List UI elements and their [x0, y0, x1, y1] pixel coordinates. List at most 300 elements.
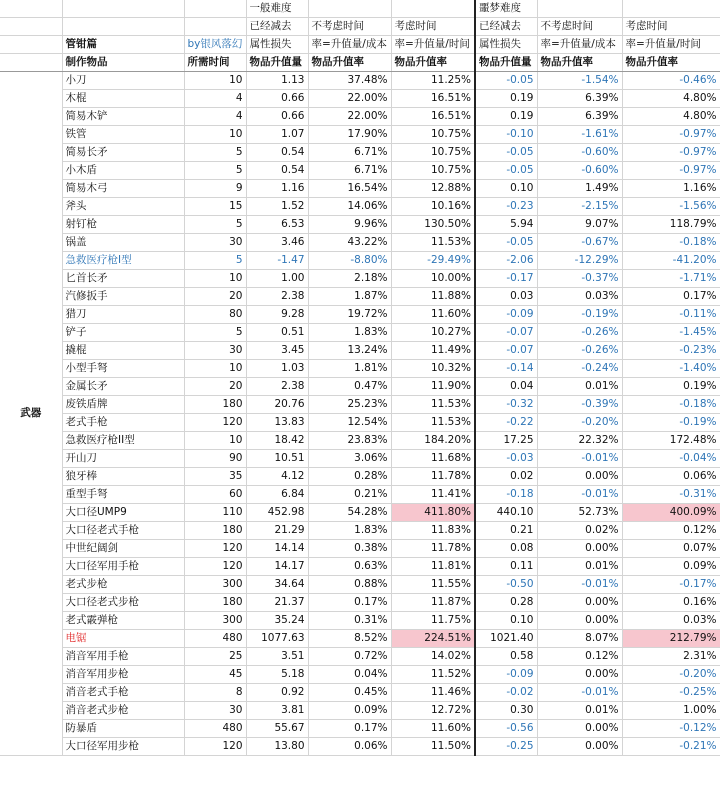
nightmare-gain-cell[interactable]: 0.19 — [475, 90, 537, 108]
item-name-cell[interactable]: 铁管 — [62, 126, 184, 144]
normal-rate-cost-cell[interactable]: 1.87% — [308, 288, 391, 306]
time-cell[interactable]: 10 — [184, 270, 246, 288]
normal-rate-time-cell[interactable]: 11.41% — [391, 486, 475, 504]
item-name-cell[interactable]: 消音老式步枪 — [62, 702, 184, 720]
time-cell[interactable]: 5 — [184, 252, 246, 270]
normal-rate-cost-cell[interactable]: 13.24% — [308, 342, 391, 360]
time-cell[interactable]: 5 — [184, 216, 246, 234]
normal-rate-time-cell[interactable]: 10.75% — [391, 162, 475, 180]
nightmare-rate-time-cell[interactable]: -0.04% — [622, 450, 720, 468]
nightmare-rate-time-cell[interactable]: -1.40% — [622, 360, 720, 378]
nightmare-rate-cost-cell[interactable]: 0.03% — [537, 288, 622, 306]
normal-gain-cell[interactable]: 1.16 — [246, 180, 308, 198]
normal-gain-cell[interactable]: 2.38 — [246, 378, 308, 396]
normal-gain-cell[interactable]: 0.92 — [246, 684, 308, 702]
item-name-cell[interactable]: 汽修扳手 — [62, 288, 184, 306]
time-cell[interactable]: 120 — [184, 540, 246, 558]
normal-rate-time-cell[interactable]: 11.60% — [391, 720, 475, 738]
nightmare-rate-time-cell[interactable]: -0.18% — [622, 396, 720, 414]
item-name-cell[interactable]: 猎刀 — [62, 306, 184, 324]
nightmare-rate-time-cell[interactable]: -0.20% — [622, 666, 720, 684]
time-cell[interactable]: 180 — [184, 522, 246, 540]
normal-rate-cost-cell[interactable]: 8.52% — [308, 630, 391, 648]
normal-gain-cell[interactable]: 9.28 — [246, 306, 308, 324]
column-header-nightmare-rate-time[interactable]: 物品升值率 — [622, 54, 720, 72]
nightmare-rate-cost-cell[interactable]: -0.24% — [537, 360, 622, 378]
normal-rate-cost-cell[interactable]: 0.21% — [308, 486, 391, 504]
normal-gain-cell[interactable]: 452.98 — [246, 504, 308, 522]
item-name-cell[interactable]: 大口径老式手枪 — [62, 522, 184, 540]
normal-gain-cell[interactable]: 35.24 — [246, 612, 308, 630]
time-cell[interactable]: 25 — [184, 648, 246, 666]
nightmare-rate-time-cell[interactable]: -0.46% — [622, 72, 720, 90]
nightmare-rate-time-cell[interactable]: 212.79% — [622, 630, 720, 648]
nightmare-gain-cell[interactable]: -0.25 — [475, 738, 537, 756]
normal-rate-cost-cell[interactable]: 0.17% — [308, 594, 391, 612]
nightmare-gain-cell[interactable]: -0.07 — [475, 324, 537, 342]
time-cell[interactable]: 15 — [184, 198, 246, 216]
item-name-cell[interactable]: 消音军用步枪 — [62, 666, 184, 684]
item-name-cell[interactable]: 铲子 — [62, 324, 184, 342]
nightmare-rate-time-cell[interactable]: 0.17% — [622, 288, 720, 306]
header-cell[interactable]: 已经减去 — [246, 18, 308, 36]
nightmare-rate-time-cell[interactable]: 118.79% — [622, 216, 720, 234]
normal-rate-time-cell[interactable]: 11.78% — [391, 540, 475, 558]
nightmare-rate-cost-cell[interactable]: -0.01% — [537, 576, 622, 594]
sheet-title[interactable]: 管钳篇 — [62, 36, 184, 54]
time-cell[interactable]: 5 — [184, 144, 246, 162]
normal-rate-cost-cell[interactable]: 19.72% — [308, 306, 391, 324]
time-cell[interactable]: 300 — [184, 576, 246, 594]
header-cell[interactable]: 率=升值量/成本 — [308, 36, 391, 54]
normal-rate-time-cell[interactable]: 11.81% — [391, 558, 475, 576]
nightmare-gain-cell[interactable]: 0.58 — [475, 648, 537, 666]
normal-rate-time-cell[interactable]: 10.32% — [391, 360, 475, 378]
nightmare-gain-cell[interactable]: 0.30 — [475, 702, 537, 720]
nightmare-gain-cell[interactable]: -0.32 — [475, 396, 537, 414]
normal-rate-cost-cell[interactable]: 1.83% — [308, 522, 391, 540]
time-cell[interactable]: 10 — [184, 432, 246, 450]
nightmare-gain-cell[interactable]: -0.14 — [475, 360, 537, 378]
normal-gain-cell[interactable]: -1.47 — [246, 252, 308, 270]
normal-rate-time-cell[interactable]: 11.55% — [391, 576, 475, 594]
normal-rate-time-cell[interactable]: 12.88% — [391, 180, 475, 198]
nightmare-gain-cell[interactable]: -0.02 — [475, 684, 537, 702]
item-name-cell[interactable]: 老式手枪 — [62, 414, 184, 432]
nightmare-rate-time-cell[interactable]: -0.19% — [622, 414, 720, 432]
item-name-cell[interactable]: 急救医疗枪I型 — [62, 252, 184, 270]
column-header-normal-rate-cost[interactable]: 物品升值率 — [308, 54, 391, 72]
item-name-cell[interactable]: 大口径老式步枪 — [62, 594, 184, 612]
normal-rate-time-cell[interactable]: 10.75% — [391, 144, 475, 162]
nightmare-rate-time-cell[interactable]: -0.11% — [622, 306, 720, 324]
item-name-cell[interactable]: 老式步枪 — [62, 576, 184, 594]
normal-gain-cell[interactable]: 21.29 — [246, 522, 308, 540]
item-name-cell[interactable]: 电锯 — [62, 630, 184, 648]
normal-rate-cost-cell[interactable]: 0.47% — [308, 378, 391, 396]
normal-gain-cell[interactable]: 34.64 — [246, 576, 308, 594]
nightmare-gain-cell[interactable]: 0.10 — [475, 180, 537, 198]
time-cell[interactable]: 300 — [184, 612, 246, 630]
time-cell[interactable]: 45 — [184, 666, 246, 684]
time-cell[interactable]: 120 — [184, 738, 246, 756]
nightmare-rate-cost-cell[interactable]: 0.00% — [537, 468, 622, 486]
normal-rate-time-cell[interactable]: 11.60% — [391, 306, 475, 324]
item-name-cell[interactable]: 锅盖 — [62, 234, 184, 252]
normal-rate-time-cell[interactable]: -29.49% — [391, 252, 475, 270]
nightmare-rate-cost-cell[interactable]: -0.60% — [537, 144, 622, 162]
item-name-cell[interactable]: 匕首长矛 — [62, 270, 184, 288]
item-name-cell[interactable]: 大口径UMP9 — [62, 504, 184, 522]
item-name-cell[interactable]: 小型手弩 — [62, 360, 184, 378]
nightmare-rate-cost-cell[interactable]: 0.00% — [537, 594, 622, 612]
nightmare-rate-cost-cell[interactable]: -0.60% — [537, 162, 622, 180]
item-name-cell[interactable]: 金属长矛 — [62, 378, 184, 396]
normal-rate-time-cell[interactable]: 12.72% — [391, 702, 475, 720]
normal-rate-time-cell[interactable]: 14.02% — [391, 648, 475, 666]
normal-rate-cost-cell[interactable]: 17.90% — [308, 126, 391, 144]
nightmare-rate-time-cell[interactable]: 0.16% — [622, 594, 720, 612]
nightmare-gain-cell[interactable]: -0.05 — [475, 162, 537, 180]
normal-rate-cost-cell[interactable]: 22.00% — [308, 108, 391, 126]
time-cell[interactable]: 60 — [184, 486, 246, 504]
normal-gain-cell[interactable]: 1.52 — [246, 198, 308, 216]
normal-rate-cost-cell[interactable]: 0.04% — [308, 666, 391, 684]
normal-rate-time-cell[interactable]: 10.75% — [391, 126, 475, 144]
item-name-cell[interactable]: 大口径军用手枪 — [62, 558, 184, 576]
normal-gain-cell[interactable]: 2.38 — [246, 288, 308, 306]
nightmare-rate-cost-cell[interactable]: 0.00% — [537, 720, 622, 738]
header-cell[interactable]: 已经减去 — [475, 18, 537, 36]
normal-rate-cost-cell[interactable]: 12.54% — [308, 414, 391, 432]
item-name-cell[interactable]: 狼牙棒 — [62, 468, 184, 486]
column-header-item[interactable]: 制作物品 — [62, 54, 184, 72]
normal-rate-time-cell[interactable]: 11.87% — [391, 594, 475, 612]
nightmare-gain-cell[interactable]: 0.02 — [475, 468, 537, 486]
normal-rate-cost-cell[interactable]: 1.81% — [308, 360, 391, 378]
nightmare-rate-cost-cell[interactable]: -0.01% — [537, 486, 622, 504]
normal-gain-cell[interactable]: 6.53 — [246, 216, 308, 234]
nightmare-rate-time-cell[interactable]: -0.97% — [622, 144, 720, 162]
nightmare-gain-cell[interactable]: -0.05 — [475, 234, 537, 252]
normal-rate-time-cell[interactable]: 11.53% — [391, 414, 475, 432]
normal-gain-cell[interactable]: 1077.63 — [246, 630, 308, 648]
nightmare-rate-time-cell[interactable]: -0.23% — [622, 342, 720, 360]
normal-rate-time-cell[interactable]: 11.52% — [391, 666, 475, 684]
normal-gain-cell[interactable]: 21.37 — [246, 594, 308, 612]
nightmare-gain-cell[interactable]: -0.23 — [475, 198, 537, 216]
nightmare-rate-cost-cell[interactable]: 0.01% — [537, 378, 622, 396]
normal-gain-cell[interactable]: 3.81 — [246, 702, 308, 720]
normal-gain-cell[interactable]: 0.54 — [246, 144, 308, 162]
nightmare-rate-cost-cell[interactable]: -0.26% — [537, 342, 622, 360]
normal-rate-time-cell[interactable]: 184.20% — [391, 432, 475, 450]
normal-gain-cell[interactable]: 13.83 — [246, 414, 308, 432]
nightmare-gain-cell[interactable]: 5.94 — [475, 216, 537, 234]
normal-rate-time-cell[interactable]: 16.51% — [391, 108, 475, 126]
nightmare-rate-cost-cell[interactable]: 8.07% — [537, 630, 622, 648]
normal-rate-cost-cell[interactable]: 0.31% — [308, 612, 391, 630]
time-cell[interactable]: 5 — [184, 324, 246, 342]
normal-rate-cost-cell[interactable]: 25.23% — [308, 396, 391, 414]
nightmare-rate-time-cell[interactable]: 1.00% — [622, 702, 720, 720]
item-name-cell[interactable]: 简易长矛 — [62, 144, 184, 162]
normal-rate-cost-cell[interactable]: 0.09% — [308, 702, 391, 720]
normal-gain-cell[interactable]: 14.14 — [246, 540, 308, 558]
time-cell[interactable]: 10 — [184, 360, 246, 378]
time-cell[interactable]: 180 — [184, 594, 246, 612]
time-cell[interactable]: 20 — [184, 378, 246, 396]
item-name-cell[interactable]: 防暴盾 — [62, 720, 184, 738]
normal-rate-cost-cell[interactable]: 14.06% — [308, 198, 391, 216]
normal-gain-cell[interactable]: 1.07 — [246, 126, 308, 144]
normal-rate-cost-cell[interactable]: 43.22% — [308, 234, 391, 252]
normal-gain-cell[interactable]: 4.12 — [246, 468, 308, 486]
normal-rate-cost-cell[interactable]: 0.28% — [308, 468, 391, 486]
item-name-cell[interactable]: 老式霰弹枪 — [62, 612, 184, 630]
nightmare-rate-cost-cell[interactable]: 0.00% — [537, 666, 622, 684]
nightmare-rate-cost-cell[interactable]: 22.32% — [537, 432, 622, 450]
normal-rate-cost-cell[interactable]: 0.88% — [308, 576, 391, 594]
time-cell[interactable]: 480 — [184, 630, 246, 648]
nightmare-rate-time-cell[interactable]: -0.12% — [622, 720, 720, 738]
normal-gain-cell[interactable]: 1.00 — [246, 270, 308, 288]
normal-rate-time-cell[interactable]: 11.83% — [391, 522, 475, 540]
nightmare-difficulty-label[interactable]: 噩梦难度 — [475, 0, 537, 18]
normal-gain-cell[interactable]: 3.51 — [246, 648, 308, 666]
normal-rate-cost-cell[interactable]: 0.06% — [308, 738, 391, 756]
nightmare-gain-cell[interactable]: 1021.40 — [475, 630, 537, 648]
nightmare-rate-time-cell[interactable]: -41.20% — [622, 252, 720, 270]
time-cell[interactable]: 10 — [184, 72, 246, 90]
item-name-cell[interactable]: 消音军用手枪 — [62, 648, 184, 666]
nightmare-rate-time-cell[interactable]: 400.09% — [622, 504, 720, 522]
nightmare-rate-cost-cell[interactable]: -0.39% — [537, 396, 622, 414]
header-cell[interactable]: 不考虑时间 — [537, 18, 622, 36]
normal-rate-time-cell[interactable]: 411.80% — [391, 504, 475, 522]
time-cell[interactable]: 480 — [184, 720, 246, 738]
nightmare-gain-cell[interactable]: 0.08 — [475, 540, 537, 558]
item-name-cell[interactable]: 撬棍 — [62, 342, 184, 360]
nightmare-rate-cost-cell[interactable]: 52.73% — [537, 504, 622, 522]
time-cell[interactable]: 30 — [184, 342, 246, 360]
nightmare-rate-time-cell[interactable]: -1.71% — [622, 270, 720, 288]
time-cell[interactable]: 30 — [184, 234, 246, 252]
normal-rate-time-cell[interactable]: 11.88% — [391, 288, 475, 306]
nightmare-gain-cell[interactable]: -2.06 — [475, 252, 537, 270]
nightmare-rate-cost-cell[interactable]: 0.01% — [537, 702, 622, 720]
nightmare-rate-time-cell[interactable]: 4.80% — [622, 90, 720, 108]
normal-rate-cost-cell[interactable]: 2.18% — [308, 270, 391, 288]
normal-rate-cost-cell[interactable]: -8.80% — [308, 252, 391, 270]
item-name-cell[interactable]: 斧头 — [62, 198, 184, 216]
nightmare-rate-time-cell[interactable]: -0.97% — [622, 126, 720, 144]
nightmare-rate-time-cell[interactable]: -0.18% — [622, 234, 720, 252]
nightmare-rate-cost-cell[interactable]: -0.01% — [537, 684, 622, 702]
normal-rate-cost-cell[interactable]: 54.28% — [308, 504, 391, 522]
normal-rate-time-cell[interactable]: 10.27% — [391, 324, 475, 342]
normal-rate-time-cell[interactable]: 11.46% — [391, 684, 475, 702]
normal-gain-cell[interactable]: 0.66 — [246, 90, 308, 108]
normal-rate-time-cell[interactable]: 11.75% — [391, 612, 475, 630]
header-cell[interactable]: 属性损失 — [475, 36, 537, 54]
nightmare-gain-cell[interactable]: 440.10 — [475, 504, 537, 522]
nightmare-gain-cell[interactable]: 0.28 — [475, 594, 537, 612]
nightmare-gain-cell[interactable]: -0.05 — [475, 72, 537, 90]
nightmare-rate-cost-cell[interactable]: 6.39% — [537, 108, 622, 126]
time-cell[interactable]: 35 — [184, 468, 246, 486]
normal-gain-cell[interactable]: 10.51 — [246, 450, 308, 468]
normal-rate-time-cell[interactable]: 11.90% — [391, 378, 475, 396]
time-cell[interactable]: 120 — [184, 414, 246, 432]
nightmare-gain-cell[interactable]: 0.19 — [475, 108, 537, 126]
normal-gain-cell[interactable]: 0.66 — [246, 108, 308, 126]
nightmare-gain-cell[interactable]: 0.21 — [475, 522, 537, 540]
normal-rate-time-cell[interactable]: 11.53% — [391, 396, 475, 414]
nightmare-rate-time-cell[interactable]: 172.48% — [622, 432, 720, 450]
normal-difficulty-label[interactable]: 一般难度 — [246, 0, 308, 18]
time-cell[interactable]: 120 — [184, 558, 246, 576]
item-name-cell[interactable]: 小刀 — [62, 72, 184, 90]
normal-rate-time-cell[interactable]: 224.51% — [391, 630, 475, 648]
nightmare-rate-cost-cell[interactable]: 1.49% — [537, 180, 622, 198]
nightmare-rate-cost-cell[interactable]: -0.26% — [537, 324, 622, 342]
nightmare-rate-time-cell[interactable]: 0.03% — [622, 612, 720, 630]
nightmare-rate-time-cell[interactable]: 4.80% — [622, 108, 720, 126]
nightmare-rate-time-cell[interactable]: -1.56% — [622, 198, 720, 216]
nightmare-gain-cell[interactable]: 0.10 — [475, 612, 537, 630]
nightmare-rate-time-cell[interactable]: 0.09% — [622, 558, 720, 576]
nightmare-rate-time-cell[interactable]: -0.17% — [622, 576, 720, 594]
nightmare-rate-time-cell[interactable]: 1.16% — [622, 180, 720, 198]
normal-rate-time-cell[interactable]: 130.50% — [391, 216, 475, 234]
nightmare-gain-cell[interactable]: -0.56 — [475, 720, 537, 738]
nightmare-gain-cell[interactable]: -0.22 — [475, 414, 537, 432]
item-name-cell[interactable]: 小木盾 — [62, 162, 184, 180]
normal-gain-cell[interactable]: 5.18 — [246, 666, 308, 684]
normal-rate-cost-cell[interactable]: 6.71% — [308, 144, 391, 162]
item-name-cell[interactable]: 消音老式手枪 — [62, 684, 184, 702]
nightmare-gain-cell[interactable]: -0.50 — [475, 576, 537, 594]
normal-rate-cost-cell[interactable]: 37.48% — [308, 72, 391, 90]
normal-rate-time-cell[interactable]: 11.68% — [391, 450, 475, 468]
normal-gain-cell[interactable]: 20.76 — [246, 396, 308, 414]
nightmare-rate-cost-cell[interactable]: -0.19% — [537, 306, 622, 324]
normal-gain-cell[interactable]: 18.42 — [246, 432, 308, 450]
time-cell[interactable]: 10 — [184, 126, 246, 144]
nightmare-rate-cost-cell[interactable]: 0.12% — [537, 648, 622, 666]
time-cell[interactable]: 90 — [184, 450, 246, 468]
nightmare-rate-cost-cell[interactable]: 0.00% — [537, 540, 622, 558]
nightmare-rate-time-cell[interactable]: -0.31% — [622, 486, 720, 504]
header-cell[interactable]: 率=升值量/成本 — [537, 36, 622, 54]
column-header-normal-gain[interactable]: 物品升值量 — [246, 54, 308, 72]
time-cell[interactable]: 8 — [184, 684, 246, 702]
nightmare-rate-time-cell[interactable]: -0.97% — [622, 162, 720, 180]
normal-rate-cost-cell[interactable]: 1.83% — [308, 324, 391, 342]
nightmare-rate-cost-cell[interactable]: -0.01% — [537, 450, 622, 468]
nightmare-rate-cost-cell[interactable]: -1.54% — [537, 72, 622, 90]
normal-gain-cell[interactable]: 13.80 — [246, 738, 308, 756]
nightmare-gain-cell[interactable]: -0.09 — [475, 666, 537, 684]
header-cell[interactable]: 率=升值量/时间 — [391, 36, 475, 54]
time-cell[interactable]: 4 — [184, 108, 246, 126]
nightmare-rate-cost-cell[interactable]: 6.39% — [537, 90, 622, 108]
time-cell[interactable]: 4 — [184, 90, 246, 108]
normal-gain-cell[interactable]: 0.51 — [246, 324, 308, 342]
item-name-cell[interactable]: 废铁盾牌 — [62, 396, 184, 414]
nightmare-rate-cost-cell[interactable]: -0.37% — [537, 270, 622, 288]
nightmare-gain-cell[interactable]: 0.04 — [475, 378, 537, 396]
normal-rate-cost-cell[interactable]: 23.83% — [308, 432, 391, 450]
header-cell[interactable]: 不考虑时间 — [308, 18, 391, 36]
category-cell[interactable]: 武器 — [0, 72, 62, 756]
nightmare-gain-cell[interactable]: -0.17 — [475, 270, 537, 288]
header-cell[interactable]: 属性损失 — [246, 36, 308, 54]
normal-rate-time-cell[interactable]: 11.25% — [391, 72, 475, 90]
normal-gain-cell[interactable]: 0.54 — [246, 162, 308, 180]
item-name-cell[interactable]: 大口径军用步枪 — [62, 738, 184, 756]
normal-gain-cell[interactable]: 6.84 — [246, 486, 308, 504]
normal-rate-cost-cell[interactable]: 3.06% — [308, 450, 391, 468]
nightmare-rate-time-cell[interactable]: 0.06% — [622, 468, 720, 486]
time-cell[interactable]: 180 — [184, 396, 246, 414]
normal-rate-cost-cell[interactable]: 6.71% — [308, 162, 391, 180]
time-cell[interactable]: 80 — [184, 306, 246, 324]
nightmare-rate-time-cell[interactable]: 0.19% — [622, 378, 720, 396]
normal-rate-cost-cell[interactable]: 9.96% — [308, 216, 391, 234]
normal-gain-cell[interactable]: 3.46 — [246, 234, 308, 252]
nightmare-gain-cell[interactable]: 0.11 — [475, 558, 537, 576]
time-cell[interactable]: 20 — [184, 288, 246, 306]
nightmare-rate-cost-cell[interactable]: 0.00% — [537, 738, 622, 756]
normal-rate-cost-cell[interactable]: 0.63% — [308, 558, 391, 576]
nightmare-gain-cell[interactable]: -0.07 — [475, 342, 537, 360]
nightmare-rate-cost-cell[interactable]: 0.02% — [537, 522, 622, 540]
normal-rate-time-cell[interactable]: 11.50% — [391, 738, 475, 756]
nightmare-rate-cost-cell[interactable]: -0.20% — [537, 414, 622, 432]
normal-gain-cell[interactable]: 3.45 — [246, 342, 308, 360]
item-name-cell[interactable]: 简易木铲 — [62, 108, 184, 126]
header-cell[interactable]: 率=升值量/时间 — [622, 36, 720, 54]
nightmare-gain-cell[interactable]: -0.05 — [475, 144, 537, 162]
time-cell[interactable]: 110 — [184, 504, 246, 522]
normal-gain-cell[interactable]: 1.13 — [246, 72, 308, 90]
nightmare-rate-cost-cell[interactable]: 9.07% — [537, 216, 622, 234]
nightmare-rate-time-cell[interactable]: -0.21% — [622, 738, 720, 756]
nightmare-gain-cell[interactable]: -0.10 — [475, 126, 537, 144]
nightmare-rate-time-cell[interactable]: 0.07% — [622, 540, 720, 558]
item-name-cell[interactable]: 中世纪阔剑 — [62, 540, 184, 558]
normal-rate-time-cell[interactable]: 10.00% — [391, 270, 475, 288]
nightmare-rate-cost-cell[interactable]: -12.29% — [537, 252, 622, 270]
column-header-normal-rate-time[interactable]: 物品升值率 — [391, 54, 475, 72]
normal-rate-cost-cell[interactable]: 0.17% — [308, 720, 391, 738]
normal-rate-cost-cell[interactable]: 0.72% — [308, 648, 391, 666]
normal-rate-cost-cell[interactable]: 22.00% — [308, 90, 391, 108]
nightmare-rate-cost-cell[interactable]: -1.61% — [537, 126, 622, 144]
normal-gain-cell[interactable]: 14.17 — [246, 558, 308, 576]
nightmare-gain-cell[interactable]: 17.25 — [475, 432, 537, 450]
normal-gain-cell[interactable]: 1.03 — [246, 360, 308, 378]
nightmare-gain-cell[interactable]: 0.03 — [475, 288, 537, 306]
nightmare-gain-cell[interactable]: -0.03 — [475, 450, 537, 468]
nightmare-rate-cost-cell[interactable]: -0.67% — [537, 234, 622, 252]
header-cell[interactable]: 考虑时间 — [391, 18, 475, 36]
item-name-cell[interactable]: 急救医疗枪II型 — [62, 432, 184, 450]
normal-rate-cost-cell[interactable]: 0.38% — [308, 540, 391, 558]
header-cell[interactable]: 考虑时间 — [622, 18, 720, 36]
